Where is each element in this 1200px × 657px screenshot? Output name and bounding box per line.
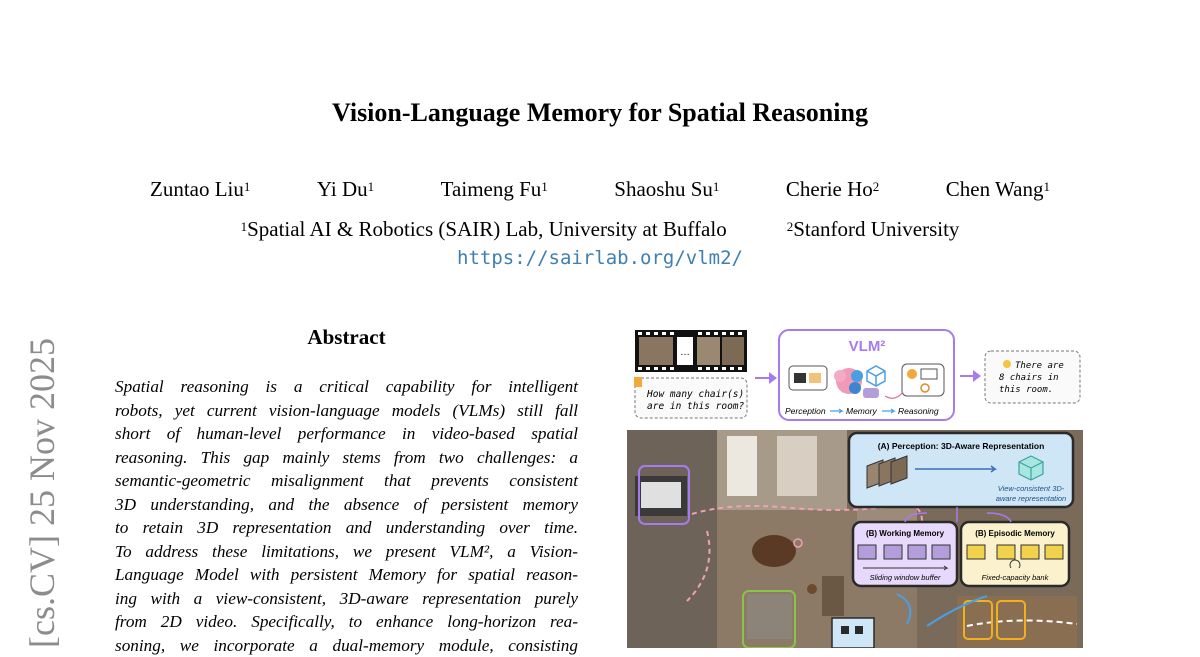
abstract-line: short of human-level performance in video-based spatial bbox=[115, 422, 578, 446]
author: Yi Du$^1$ bbox=[317, 177, 374, 202]
abstract-line: To address these limitations, we present VLM², a Vision- bbox=[115, 540, 578, 564]
svg-text:Memory: Memory bbox=[846, 406, 877, 416]
svg-text:…: … bbox=[680, 347, 690, 358]
author: Shaoshu Su$^1$ bbox=[614, 177, 719, 202]
abstract-line: robots, yet current vision-language models (VLMs) still fall bbox=[115, 399, 578, 423]
perception-panel bbox=[849, 433, 1073, 507]
vlm2-box bbox=[779, 330, 954, 420]
abstract-body bbox=[115, 375, 578, 657]
svg-text:8 chairs in: 8 chairs in bbox=[999, 373, 1059, 383]
author: Chen Wang$^1$ bbox=[946, 177, 1050, 202]
cube-icon bbox=[1019, 456, 1043, 480]
lightbulb-icon bbox=[1003, 360, 1011, 368]
paper-title: Vision-Language Memory for Spatial Reasoning bbox=[0, 98, 1200, 128]
answer-bubble bbox=[985, 351, 1080, 403]
working-memory-panel bbox=[853, 522, 957, 586]
affiliation: $^2$Stanford University bbox=[787, 217, 960, 242]
svg-text:VLM²: VLM² bbox=[849, 338, 886, 355]
abstract-line: to retain 3D representation and understanding over time. bbox=[115, 516, 578, 540]
svg-text:this room.: this room. bbox=[999, 385, 1053, 395]
svg-text:Reasoning: Reasoning bbox=[898, 406, 939, 416]
abstract-line: from 2D video. Specifically, to enhance long-horizon rea- bbox=[115, 610, 578, 634]
abstract-line: semantic-geometric misalignment that prevents consistent bbox=[115, 469, 578, 493]
abstract-line: ing with a view-consistent, 3D-aware representation purely bbox=[115, 587, 578, 611]
teaser-figure bbox=[627, 326, 1083, 648]
abstract-line: Spatial reasoning is a critical capability for intelligent bbox=[115, 375, 578, 399]
abstract-line: 3D understanding, and the absence of persistent memory bbox=[115, 493, 578, 517]
svg-text:Sliding window buffer: Sliding window buffer bbox=[870, 573, 941, 582]
svg-text:(B) Working Memory: (B) Working Memory bbox=[866, 529, 945, 538]
author: Zuntao Liu$^1$ bbox=[150, 177, 250, 202]
affiliation-list bbox=[0, 217, 1200, 242]
svg-text:(B) Episodic Memory: (B) Episodic Memory bbox=[975, 529, 1055, 538]
video-filmstrip bbox=[635, 330, 747, 372]
project-url-link[interactable]: https://sairlab.org/vlm2/ bbox=[0, 247, 1200, 269]
arxiv-stamp: [cs.CV] 25 Nov 2025 bbox=[20, 318, 64, 648]
svg-text:Perception: Perception bbox=[785, 406, 826, 416]
affiliation: $^1$Spatial AI & Robotics (SAIR) Lab, University at Buffalo bbox=[241, 217, 727, 242]
arrow-right-icon bbox=[755, 372, 777, 384]
episodic-memory-panel bbox=[961, 522, 1069, 586]
abstract-line: reasoning. This gap mainly stems from two challenges: a bbox=[115, 446, 578, 470]
abstract-heading: Abstract bbox=[115, 325, 578, 350]
svg-text:How many chair(s): How many chair(s) bbox=[646, 389, 744, 400]
abstract-line: soning, we incorporate a dual-memory module, consisting bbox=[115, 634, 578, 657]
svg-text:(A) Perception: 3D-Aware Repre: (A) Perception: 3D-Aware Representation bbox=[878, 441, 1045, 451]
author: Taimeng Fu$^1$ bbox=[441, 177, 548, 202]
abstract-line: Language Model with persistent Memory for spatial reason- bbox=[115, 563, 578, 587]
svg-text:aware representation: aware representation bbox=[996, 494, 1066, 503]
question-bubble bbox=[634, 377, 747, 418]
author-list bbox=[150, 177, 1050, 202]
svg-text:View-consistent 3D-: View-consistent 3D- bbox=[998, 484, 1065, 493]
author: Cherie Ho$^2$ bbox=[786, 177, 879, 202]
svg-text:There are: There are bbox=[1015, 361, 1064, 371]
svg-text:Fixed-capacity bank: Fixed-capacity bank bbox=[982, 573, 1050, 582]
arrow-right-icon bbox=[960, 370, 981, 382]
svg-text:are in this room?: are in this room? bbox=[647, 401, 745, 412]
